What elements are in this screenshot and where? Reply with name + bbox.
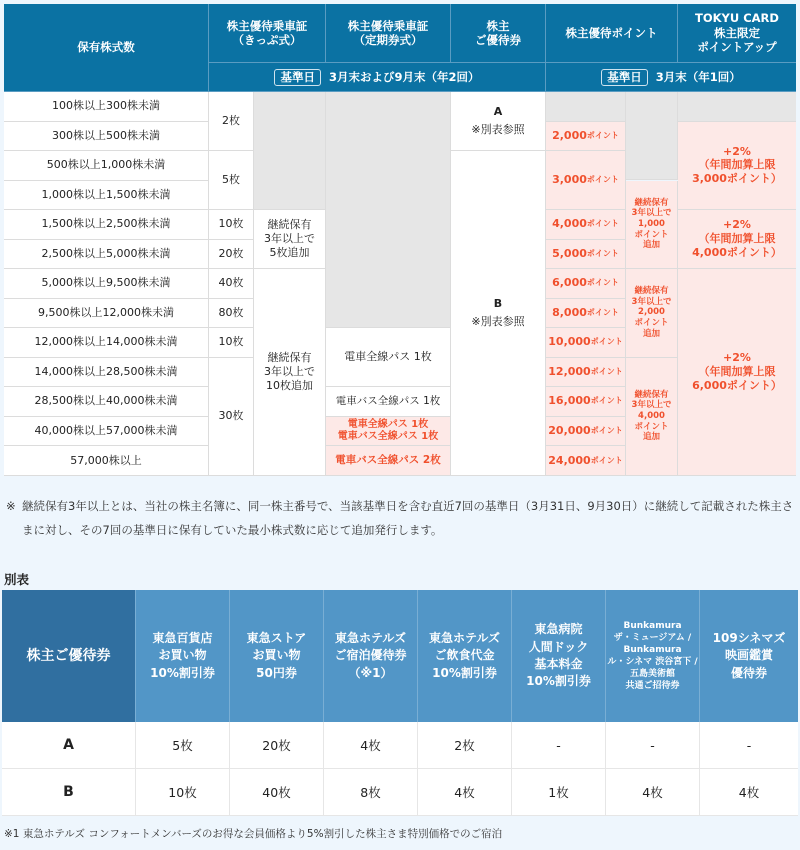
points-number: 3,000 xyxy=(552,173,587,187)
points-number: 16,000 xyxy=(548,394,591,408)
teiki-pass: 電車全線パス 1枚 xyxy=(326,328,451,387)
record-date-right xyxy=(546,63,796,92)
col-line: 10%割引券 xyxy=(150,665,215,680)
card-line: 6,000ポイント） xyxy=(692,378,782,392)
share-tier: 57,000株以上 xyxy=(4,446,209,476)
kippu-count: 10枚 xyxy=(209,210,254,240)
bonus-line: 3年以上で xyxy=(264,365,315,379)
card-line: +2% xyxy=(723,218,751,232)
col-line: Bunkamura xyxy=(623,644,682,655)
share-tier: 300株以上500株未満 xyxy=(4,122,209,152)
col-line: 109シネマズ xyxy=(712,630,786,645)
col-line: お買い物 xyxy=(252,648,301,663)
points-unit: ポイント xyxy=(586,175,619,184)
coupon-note: ※別表参照 xyxy=(471,123,525,136)
col-line: 東急ホテルズ xyxy=(428,630,501,645)
teiki-pass xyxy=(326,417,451,447)
points-unit: ポイント xyxy=(586,278,619,288)
appendix-cell: 10枚 xyxy=(136,769,230,816)
points-value xyxy=(546,240,626,270)
appendix-cell: 4枚 xyxy=(418,769,512,816)
share-tier: 5,000株以上9,500株未満 xyxy=(4,269,209,299)
header-shares: 保有株式数 xyxy=(4,4,209,92)
bonus-line: 3年以上で xyxy=(631,296,672,307)
points-bonus-empty xyxy=(626,92,678,180)
bonus-line: 継続保有 xyxy=(267,351,312,365)
coupon-grade-a xyxy=(451,92,546,151)
bonus-line: 継続保有 xyxy=(634,197,669,208)
bonus-line: 継続保有 xyxy=(634,286,669,297)
kippu-bonus xyxy=(254,210,326,269)
coupon-grade: A xyxy=(493,105,503,119)
points-unit: ポイント xyxy=(586,248,619,258)
header-line: TOKYU CARD xyxy=(695,11,779,26)
header-line: （きっぷ式） xyxy=(232,33,302,47)
bonus-line: 3年以上で xyxy=(631,208,672,219)
share-tier: 1,000株以上1,500株未満 xyxy=(4,181,209,211)
bonus-line: 継続保有 xyxy=(267,218,312,232)
points-value xyxy=(546,387,626,417)
appendix-header-label: 株主ご優待券 xyxy=(2,590,136,722)
kippu-count: 2枚 xyxy=(209,92,254,151)
col-line: 50円券 xyxy=(256,665,297,680)
appendix-cell: 8枚 xyxy=(324,769,418,816)
points-unit: ポイント xyxy=(590,337,623,347)
appendix-cell: 4枚 xyxy=(700,769,798,816)
points-number: 20,000 xyxy=(548,423,591,437)
points-number: 5,000 xyxy=(552,246,587,260)
points-number: 2,000 xyxy=(552,128,587,142)
share-tier: 14,000株以上28,500株未満 xyxy=(4,358,209,388)
points-value xyxy=(546,417,626,447)
col-line: ご飲食代金 xyxy=(434,648,495,663)
card-line: （年間加算上限 xyxy=(698,232,776,246)
appendix-header-col xyxy=(700,590,798,722)
appendix-cell: 40枚 xyxy=(230,769,324,816)
col-line: 10%割引券 xyxy=(432,665,497,680)
col-line: 東急百貨店 xyxy=(152,630,213,645)
appendix-title: 別表 xyxy=(4,572,30,587)
points-bonus xyxy=(626,358,678,477)
bonus-line: ポイント xyxy=(634,421,669,432)
record-date-left xyxy=(209,63,546,92)
share-tier: 100株以上300株未満 xyxy=(4,92,209,122)
continuous-holding-note xyxy=(6,494,796,542)
points-unit: ポイント xyxy=(590,366,623,376)
points-unit: ポイント xyxy=(590,396,623,406)
points-unit: ポイント xyxy=(590,455,623,465)
col-line: ザ・ミュージアム / xyxy=(613,632,692,643)
points-value xyxy=(546,122,626,152)
col-line: 五島美術館 xyxy=(629,669,675,680)
record-date-text: 3月末および9月末（年2回） xyxy=(328,69,480,84)
appendix-header-col xyxy=(136,590,230,722)
appendix-cell: - xyxy=(700,722,798,769)
points-value xyxy=(546,210,626,240)
col-line: 優待券 xyxy=(730,665,767,680)
bonus-line: 3年以上で xyxy=(631,400,672,411)
appendix-header-col xyxy=(606,590,700,722)
bonus-line: ポイント xyxy=(634,318,669,329)
points-number: 24,000 xyxy=(548,453,591,467)
col-line: （※1） xyxy=(348,665,393,680)
teiki-pass: 電車バス全線パス 1枚 xyxy=(326,387,451,417)
header-ticket-teiki xyxy=(326,4,451,63)
appendix-table xyxy=(2,590,798,816)
bonus-line: ポイント xyxy=(634,229,669,240)
points-unit: ポイント xyxy=(586,130,619,140)
share-tier: 1,500株以上2,500株未満 xyxy=(4,210,209,240)
share-tier: 9,500株以上12,000株未満 xyxy=(4,299,209,329)
appendix-cell: - xyxy=(512,722,606,769)
kippu-count: 10枚 xyxy=(209,328,254,358)
kippu-count: 30枚 xyxy=(209,358,254,477)
points-empty xyxy=(546,92,626,122)
points-value xyxy=(546,151,626,210)
bonus-line: 追加 xyxy=(642,240,660,251)
share-tier: 500株以上1,000株未満 xyxy=(4,151,209,181)
coupon-note: ※別表参照 xyxy=(471,315,525,328)
benefits-table xyxy=(4,4,796,476)
pass-line: 電車バス全線パス 1枚 xyxy=(337,430,439,442)
card-up xyxy=(678,269,796,476)
card-line: +2% xyxy=(723,144,751,158)
appendix-cell: 4枚 xyxy=(606,769,700,816)
header-line: 株主 xyxy=(486,18,510,33)
share-tier: 12,000株以上14,000株未満 xyxy=(4,328,209,358)
header-line: 株主優待乗車証 xyxy=(226,18,308,33)
kippu-bonus xyxy=(254,269,326,476)
col-line: 映画鑑賞 xyxy=(724,648,773,663)
points-number: 4,000 xyxy=(552,217,587,231)
bonus-line: 3年以上で xyxy=(264,232,315,246)
points-number: 12,000 xyxy=(548,364,591,378)
share-tier: 40,000株以上57,000株未満 xyxy=(4,417,209,447)
points-number: 10,000 xyxy=(548,335,591,349)
footnote: ※1 東急ホテルズ コンフォートメンバーズのお得な会員価格より5%割引した株主さま特別価格でのご宿泊 xyxy=(4,828,503,840)
points-value xyxy=(546,299,626,329)
bonus-line: 追加 xyxy=(642,432,660,443)
card-line: 4,000ポイント） xyxy=(692,245,782,259)
points-unit: ポイント xyxy=(586,307,619,317)
appendix-cell: - xyxy=(606,722,700,769)
card-up xyxy=(678,122,796,211)
points-unit: ポイント xyxy=(586,219,619,229)
record-date-text: 3月末（年1回） xyxy=(655,69,741,84)
header-points: 株主優待ポイント xyxy=(546,4,678,63)
col-line: 共通ご招待券 xyxy=(625,681,680,692)
appendix-header-col xyxy=(418,590,512,722)
col-line: Bunkamura xyxy=(623,620,682,631)
card-up xyxy=(678,210,796,269)
pass-line: 電車全線パス 1枚 xyxy=(347,419,429,431)
col-line: 東急病院 xyxy=(534,622,583,637)
header-line: （定期券式） xyxy=(353,33,423,47)
bonus-line: 5枚追加 xyxy=(269,245,310,259)
share-tier: 2,500株以上5,000株未満 xyxy=(4,240,209,270)
bonus-line: 1,000 xyxy=(638,218,665,229)
bonus-line: 4,000 xyxy=(638,410,665,421)
header-line: ポイントアップ xyxy=(697,40,777,55)
note-mark: ※ xyxy=(6,499,16,513)
header-line: 株主優待乗車証 xyxy=(347,18,429,33)
points-value xyxy=(546,358,626,388)
kippu-count: 5枚 xyxy=(209,151,254,210)
col-line: 基本料金 xyxy=(534,657,583,671)
bonus-line: 2,000 xyxy=(638,307,665,318)
note-text: 継続保有3年以上とは、当社の株主名簿に、同一株主番号で、当該基準日を含む直近7回の基準日（3月31日、9月30日）に継続して記載された株主さまに対し、その7回の基準日に保有していた最小株式数に応じて追加発行します。 xyxy=(22,499,794,537)
card-up-empty xyxy=(678,92,796,122)
col-line: お買い物 xyxy=(158,648,207,663)
teiki-pass: 電車バス全線パス 2枚 xyxy=(326,446,451,476)
header-ticket-kippu xyxy=(209,4,326,63)
header-line: ご優待券 xyxy=(475,33,521,47)
col-line: 東急ストア xyxy=(246,630,307,645)
coupon-grade-b xyxy=(451,151,546,476)
points-number: 8,000 xyxy=(552,305,587,319)
appendix-row-label: B xyxy=(2,769,136,816)
appendix-row-label: A xyxy=(2,722,136,769)
teiki-empty xyxy=(326,92,451,328)
appendix-cell: 1枚 xyxy=(512,769,606,816)
header-coupon xyxy=(451,4,546,63)
appendix-cell: 2枚 xyxy=(418,722,512,769)
points-unit: ポイント xyxy=(590,425,623,435)
points-number: 6,000 xyxy=(552,276,587,290)
coupon-grade: B xyxy=(493,297,503,311)
bonus-line: 追加 xyxy=(642,328,660,339)
col-line: ご宿泊優待券 xyxy=(334,648,407,663)
col-line: 東急ホテルズ xyxy=(334,630,407,645)
header-line: 株主限定 xyxy=(714,25,760,40)
bonus-line: 10枚追加 xyxy=(266,378,313,392)
kippu-count: 40枚 xyxy=(209,269,254,299)
record-date-badge: 基準日 xyxy=(274,69,321,86)
col-line: ル・シネマ 渋谷宮下 / xyxy=(607,657,698,667)
kippu-count: 80枚 xyxy=(209,299,254,329)
points-value xyxy=(546,446,626,476)
record-date-badge: 基準日 xyxy=(601,69,648,86)
appendix-header-col xyxy=(512,590,606,722)
appendix-cell: 4枚 xyxy=(324,722,418,769)
card-line: （年間加算上限 xyxy=(698,158,776,172)
col-line: 人間ドック xyxy=(528,639,589,654)
points-value xyxy=(546,269,626,299)
share-tier: 28,500株以上40,000株未満 xyxy=(4,387,209,417)
points-bonus xyxy=(626,181,678,270)
appendix-header-col xyxy=(230,590,324,722)
header-tokyu-card xyxy=(678,4,796,63)
bonus-line: 継続保有 xyxy=(634,389,669,400)
card-line: +2% xyxy=(723,351,751,365)
kippu-bonus-empty xyxy=(254,92,326,210)
col-line: 10%割引券 xyxy=(526,674,591,689)
card-line: （年間加算上限 xyxy=(698,365,776,379)
kippu-count: 20枚 xyxy=(209,240,254,270)
appendix-header-col xyxy=(324,590,418,722)
card-line: 3,000ポイント） xyxy=(692,172,782,186)
appendix-cell: 5枚 xyxy=(136,722,230,769)
points-bonus xyxy=(626,269,678,358)
points-value xyxy=(546,328,626,358)
appendix-cell: 20枚 xyxy=(230,722,324,769)
